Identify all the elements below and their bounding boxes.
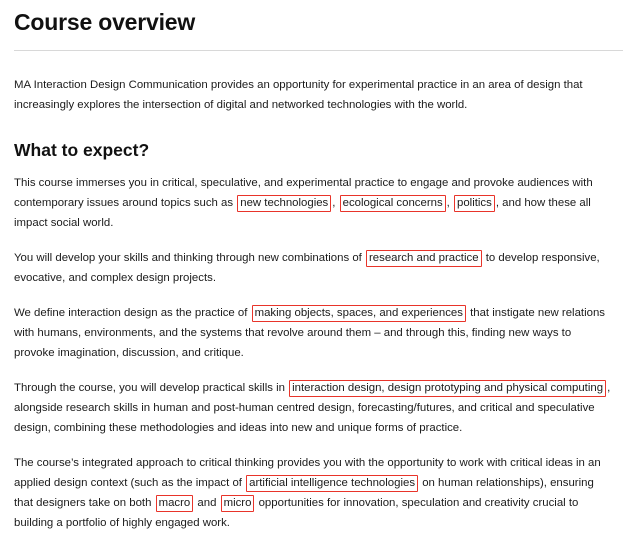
body-paragraph	[14, 453, 614, 533]
paragraph-text: ,	[332, 197, 339, 209]
body-paragraph	[14, 378, 614, 438]
document-page	[0, 8, 637, 529]
highlighted-phrase[interactable]: making objects, spaces, and experiences	[252, 305, 466, 322]
paragraph-text: and	[194, 497, 220, 509]
highlighted-phrase[interactable]: artificial intelligence technologies	[246, 475, 418, 492]
body-paragraph	[14, 248, 614, 288]
body-paragraph	[14, 303, 614, 363]
paragraph-text: to develop responsive, evocative, and complex design projects.	[14, 252, 600, 284]
paragraph-text: We define interaction design as the practice of	[14, 307, 251, 319]
paragraph-text: , and how these all impact social world.	[14, 197, 591, 229]
title-divider	[14, 50, 623, 51]
section-heading: What to expect?	[14, 140, 150, 160]
paragraph-text: on human relationships), ensuring that designers take on both	[14, 477, 594, 509]
highlighted-phrase[interactable]: macro	[156, 495, 194, 512]
highlighted-phrase[interactable]: interaction design, design prototyping and physical computing	[289, 380, 606, 397]
paragraph-text: This course immerses you in critical, speculative, and experimental practice to engage and provoke audiences with contemporary issues around topics such as	[14, 177, 593, 209]
highlighted-phrase[interactable]: ecological concerns	[340, 195, 446, 212]
paragraph-text: You will develop your skills and thinking through new combinations of	[14, 252, 365, 264]
page-title: Course overview	[14, 9, 196, 35]
section-body	[14, 173, 623, 533]
highlighted-phrase[interactable]: research and practice	[366, 250, 482, 267]
paragraph-text: ,	[446, 197, 453, 209]
body-paragraph	[14, 173, 614, 233]
paragraph-text: , alongside research skills in human and post-human centred design, forecasting/futures, and critical and speculative design, combining these methodologies and ideas into new and unique forms of practice.	[14, 382, 611, 434]
highlighted-phrase[interactable]: politics	[454, 195, 495, 212]
highlighted-phrase[interactable]: micro	[221, 495, 255, 512]
paragraph-text: that instigate new relations with humans, environments, and the systems that revolve around them – and through this, finding new ways to provoke imagination, discussion, and critique.	[14, 307, 605, 359]
paragraph-text: Through the course, you will develop practical skills in	[14, 382, 289, 394]
highlighted-phrase[interactable]: new technologies	[237, 195, 331, 212]
paragraph-text: opportunities for innovation, speculation and creativity crucial to building a portfolio of highly engaged work.	[14, 497, 579, 529]
intro-paragraph: MA Interaction Design Communication provides an opportunity for experimental practice in an area of design that increasingly explores the intersection of digital and networked technologies with the world.	[14, 79, 583, 111]
paragraph-text: The course’s integrated approach to critical thinking provides you with the opportunity to work with critical ideas in an applied design context (such as the impact of	[14, 457, 601, 489]
